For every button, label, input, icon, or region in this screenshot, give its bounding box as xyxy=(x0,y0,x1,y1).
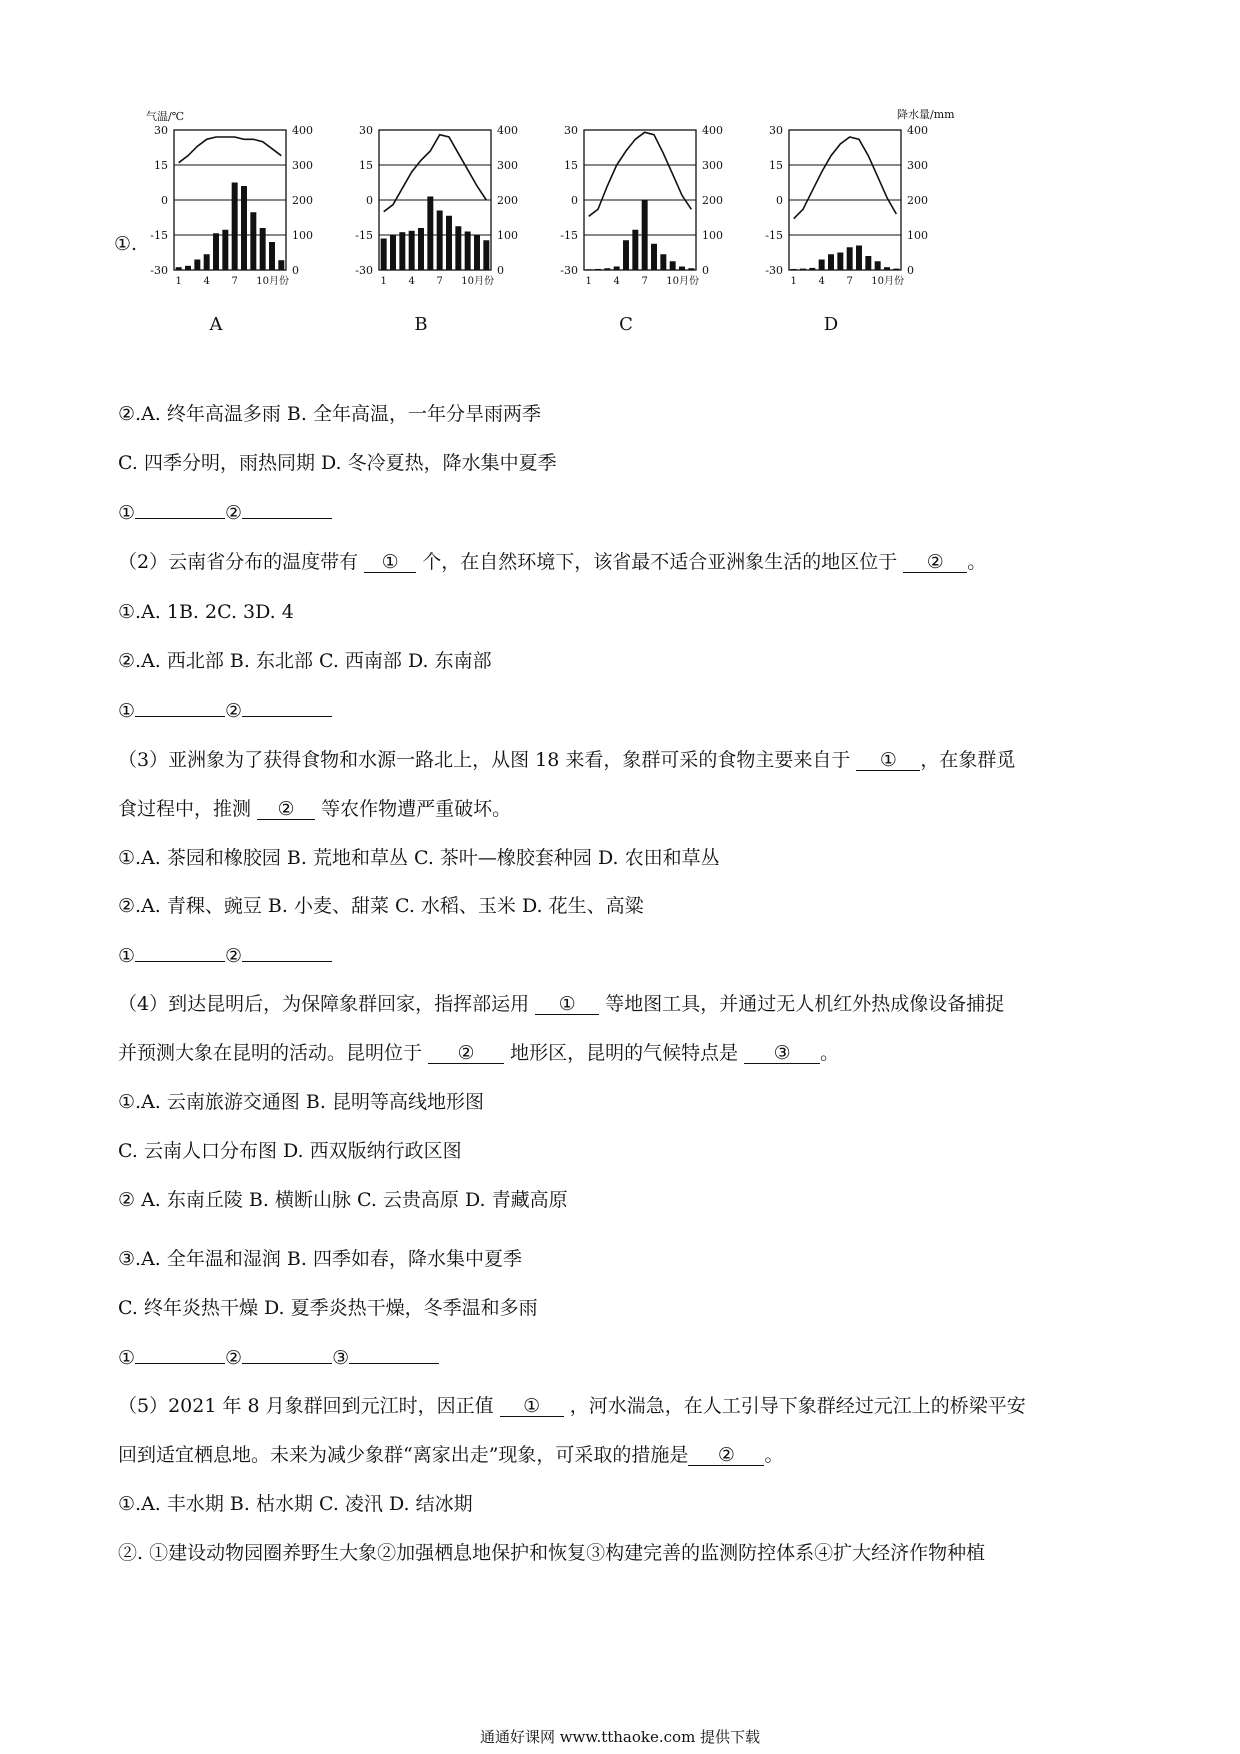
month-tick-label: 1 xyxy=(175,276,182,287)
q5-option-2: ②. ①建设动物园圈养野生大象②加强栖息地保护和恢复③构建完善的监测防控体系④扩大经济作物种植 xyxy=(118,1542,986,1564)
precip-tick-label: 200 xyxy=(702,194,723,207)
precip-tick-label: 200 xyxy=(497,194,518,207)
q4-blank-1[interactable]: ① xyxy=(535,994,599,1015)
precip-tick-label: 200 xyxy=(907,194,928,207)
precip-tick-label: 100 xyxy=(497,229,518,242)
precip-bar xyxy=(474,235,480,270)
precip-bar xyxy=(660,254,666,270)
q3-stem-line-2 xyxy=(118,797,511,821)
precip-bar xyxy=(837,253,843,271)
temp-axis-title: 气温/℃ xyxy=(146,110,185,123)
precip-tick-label: 400 xyxy=(497,124,518,137)
temp-tick-label: -30 xyxy=(765,264,783,277)
precip-bar xyxy=(269,242,275,270)
precip-bar xyxy=(222,230,228,270)
q4-text: 。 xyxy=(820,1042,840,1064)
q5-option-1: ①.A. 丰水期 B. 枯水期 C. 凌汛 D. 结冰期 xyxy=(118,1493,473,1515)
month-tick-label: 4 xyxy=(203,276,210,287)
temp-tick-label: 30 xyxy=(769,124,783,137)
q4-option-5: C. 终年炎热干燥 D. 夏季炎热干燥，冬季温和多雨 xyxy=(118,1297,538,1319)
answer-marker: ② xyxy=(225,945,243,967)
month-tick-label: 10月份 xyxy=(461,276,495,287)
answer-blank-1[interactable] xyxy=(135,943,225,962)
precip-tick-label: 300 xyxy=(907,159,928,172)
precip-bar xyxy=(651,244,657,270)
precip-bar xyxy=(483,240,489,270)
precip-bar xyxy=(213,233,219,270)
answer-blank-2[interactable] xyxy=(242,943,332,962)
q2-option-1: ①.A. 1B. 2C. 3D. 4 xyxy=(118,601,294,623)
temp-tick-label: 30 xyxy=(154,124,168,137)
q2-answer-row xyxy=(118,698,332,723)
precip-bar xyxy=(679,267,685,271)
month-tick-label: 4 xyxy=(408,276,415,287)
q3-text: （3）亚洲象为了获得食物和水源一路北上，从图 18 来看，象群可采的食物主要来自于 xyxy=(118,749,851,771)
precip-bar xyxy=(623,240,629,270)
answer-blank-2[interactable] xyxy=(242,1345,332,1364)
precip-tick-label: 100 xyxy=(702,229,723,242)
month-tick-label: 10月份 xyxy=(256,276,290,287)
q5-text: 。 xyxy=(764,1444,784,1466)
temp-tick-label: -15 xyxy=(150,229,168,242)
q2-text: （2）云南省分布的温度带有 xyxy=(118,551,359,573)
answer-marker: ① xyxy=(118,945,136,967)
q4-blank-3[interactable]: ③ xyxy=(744,1043,820,1064)
q5-text: 回到适宜栖息地。未来为减少象群“离家出走”现象，可采取的措施是 xyxy=(118,1444,689,1466)
precip-bar xyxy=(688,268,694,270)
precip-bar xyxy=(828,254,834,270)
temp-tick-label: -15 xyxy=(355,229,373,242)
q4-text: 地形区，昆明的气候特点是 xyxy=(510,1042,739,1064)
precip-bar xyxy=(809,268,815,270)
temp-tick-label: 0 xyxy=(571,194,578,207)
temp-line xyxy=(179,137,282,163)
answer-blank-3[interactable] xyxy=(349,1345,439,1364)
answer-blank-1[interactable] xyxy=(135,698,225,717)
answer-blank-1[interactable] xyxy=(135,500,225,519)
month-tick-label: 7 xyxy=(846,276,853,287)
q4-blank-2[interactable]: ② xyxy=(428,1043,504,1064)
precip-bar xyxy=(604,268,610,270)
month-tick-label: 1 xyxy=(585,276,592,287)
precip-bar xyxy=(194,260,200,271)
precip-bar xyxy=(847,247,853,270)
precip-bar xyxy=(437,211,443,271)
precip-bar xyxy=(427,197,433,271)
precip-tick-label: 0 xyxy=(497,264,504,277)
q2-text: 。 xyxy=(967,551,987,573)
q4-stem-line-2 xyxy=(118,1041,839,1065)
q4-stem-line-1 xyxy=(118,992,1004,1016)
q4-option-2: C. 云南人口分布图 D. 西双版纳行政区图 xyxy=(118,1140,462,1162)
q2-blank-1[interactable]: ① xyxy=(364,552,416,573)
precip-bar xyxy=(595,269,601,270)
q5-blank-2[interactable]: ② xyxy=(688,1445,764,1466)
climate-charts xyxy=(110,104,970,384)
precip-tick-label: 200 xyxy=(292,194,313,207)
precip-bar xyxy=(586,269,592,270)
q3-option-2: ②.A. 青稞、豌豆 B. 小麦、甜菜 C. 水稻、玉米 D. 花生、高粱 xyxy=(118,895,644,917)
answer-marker: ① xyxy=(118,1347,136,1369)
precip-bar xyxy=(278,260,284,270)
precip-bar xyxy=(204,254,210,270)
q5-text: （5）2021 年 8 月象群回到元江时，因正值 xyxy=(118,1395,494,1417)
answer-marker: ② xyxy=(225,700,243,722)
q3-blank-2[interactable]: ② xyxy=(257,799,315,820)
q1-marker: ①. xyxy=(114,233,138,255)
month-tick-label: 4 xyxy=(818,276,825,287)
precip-bar xyxy=(893,269,899,270)
temp-tick-label: 15 xyxy=(359,159,373,172)
precip-bar xyxy=(232,183,238,271)
precip-bar xyxy=(819,260,825,271)
temp-tick-label: 0 xyxy=(161,194,168,207)
q3-text: ，在象群觅 xyxy=(920,749,1016,771)
q1-option-line-1: ②.A. 终年高温多雨 B. 全年高温，一年分旱雨两季 xyxy=(118,403,541,425)
precip-bar xyxy=(250,212,256,270)
month-tick-label: 1 xyxy=(380,276,387,287)
month-tick-label: 7 xyxy=(641,276,648,287)
answer-blank-2[interactable] xyxy=(242,500,332,519)
q3-blank-1[interactable]: ① xyxy=(856,750,920,771)
temp-line xyxy=(794,137,897,219)
q5-text: ，河水湍急，在人工引导下象群经过元江上的桥梁平安 xyxy=(569,1395,1026,1417)
precip-bar xyxy=(185,266,191,270)
precip-tick-label: 0 xyxy=(292,264,299,277)
answer-marker: ① xyxy=(118,502,136,524)
temp-tick-label: 0 xyxy=(366,194,373,207)
answer-marker: ② xyxy=(225,1347,243,1369)
q2-option-2: ②.A. 西北部 B. 东北部 C. 西南部 D. 东南部 xyxy=(118,650,492,672)
temp-tick-label: 0 xyxy=(776,194,783,207)
answer-blank-1[interactable] xyxy=(135,1345,225,1364)
temp-tick-label: -15 xyxy=(560,229,578,242)
chart-label: D xyxy=(823,314,839,335)
temp-tick-label: 15 xyxy=(564,159,578,172)
q3-text: 食过程中，推测 xyxy=(118,798,252,820)
precip-bar xyxy=(381,239,387,271)
precip-tick-label: 300 xyxy=(497,159,518,172)
q2-text: 个，在自然环境下，该省最不适合亚洲象生活的地区位于 xyxy=(422,551,898,573)
month-tick-label: 7 xyxy=(231,276,238,287)
answer-marker: ③ xyxy=(332,1347,350,1369)
q5-blank-1[interactable]: ① xyxy=(500,1396,564,1417)
q5-stem-line-2 xyxy=(118,1443,783,1467)
month-tick-label: 10月份 xyxy=(871,276,905,287)
q3-answer-row xyxy=(118,943,332,968)
temp-tick-label: 30 xyxy=(359,124,373,137)
precip-bar xyxy=(455,226,461,270)
month-tick-label: 4 xyxy=(613,276,620,287)
q5-stem-line-1 xyxy=(118,1394,1026,1418)
q4-option-1: ①.A. 云南旅游交通图 B. 昆明等高线地形图 xyxy=(118,1091,484,1113)
precip-bar xyxy=(884,267,890,270)
precip-bar xyxy=(614,267,620,271)
q1-answer-row xyxy=(118,500,332,525)
q2-blank-2[interactable]: ② xyxy=(903,552,967,573)
q4-text: 并预测大象在昆明的活动。昆明位于 xyxy=(118,1042,423,1064)
temp-tick-label: -15 xyxy=(765,229,783,242)
temp-tick-label: 15 xyxy=(154,159,168,172)
q2-stem xyxy=(118,550,986,574)
answer-marker: ② xyxy=(225,502,243,524)
month-tick-label: 7 xyxy=(436,276,443,287)
precip-bar xyxy=(418,228,424,270)
q4-text: （4）到达昆明后，为保障象群回家，指挥部运用 xyxy=(118,993,530,1015)
precip-tick-label: 300 xyxy=(702,159,723,172)
temp-tick-label: -30 xyxy=(355,264,373,277)
q3-stem-line-1 xyxy=(118,748,1015,772)
precip-bar xyxy=(670,261,676,270)
q4-text: 等地图工具，并通过无人机红外热成像设备捕捉 xyxy=(605,993,1005,1015)
q3-text: 等农作物遭严重破坏。 xyxy=(321,798,512,820)
q4-answer-row xyxy=(118,1345,439,1370)
precip-tick-label: 100 xyxy=(907,229,928,242)
precip-bar xyxy=(800,269,806,270)
temp-tick-label: -30 xyxy=(560,264,578,277)
answer-blank-2[interactable] xyxy=(242,698,332,717)
q1-option-line-2: C. 四季分明，雨热同期 D. 冬冷夏热，降水集中夏季 xyxy=(118,452,557,474)
precip-tick-label: 100 xyxy=(292,229,313,242)
temp-tick-label: 15 xyxy=(769,159,783,172)
precip-bar xyxy=(875,261,881,270)
precip-tick-label: 400 xyxy=(907,124,928,137)
answer-marker: ① xyxy=(118,700,136,722)
q4-option-3: ② A. 东南丘陵 B. 横断山脉 C. 云贵高原 D. 青藏高原 xyxy=(118,1189,568,1211)
precip-bar xyxy=(260,228,266,270)
precip-bar xyxy=(409,231,415,270)
precip-bar xyxy=(390,235,396,270)
precip-tick-label: 300 xyxy=(292,159,313,172)
temp-tick-label: -30 xyxy=(150,264,168,277)
chart-label: A xyxy=(209,314,223,335)
precip-tick-label: 0 xyxy=(907,264,914,277)
precip-bar xyxy=(176,267,182,270)
precip-bar xyxy=(856,246,862,271)
precip-tick-label: 0 xyxy=(702,264,709,277)
q3-option-1: ①.A. 茶园和橡胶园 B. 荒地和草丛 C. 茶叶—橡胶套种园 D. 农田和草丛 xyxy=(118,847,720,869)
precip-tick-label: 400 xyxy=(702,124,723,137)
month-tick-label: 1 xyxy=(790,276,797,287)
precip-bar xyxy=(465,232,471,271)
precip-bar xyxy=(399,232,405,270)
page-footer: 通通好课网 www.tthaoke.com 提供下载 xyxy=(479,1728,761,1746)
temp-tick-label: 30 xyxy=(564,124,578,137)
chart-label: C xyxy=(619,314,633,335)
precip-bar xyxy=(632,230,638,270)
precip-bar xyxy=(791,269,797,270)
chart-label: B xyxy=(414,314,428,335)
precip-bar xyxy=(241,186,247,270)
precip-bar xyxy=(865,256,871,270)
temp-line xyxy=(589,132,692,216)
precip-tick-label: 400 xyxy=(292,124,313,137)
month-tick-label: 10月份 xyxy=(666,276,700,287)
q4-option-4: ③.A. 全年温和湿润 B. 四季如春，降水集中夏季 xyxy=(118,1248,522,1270)
precip-bar xyxy=(642,200,648,270)
precip-bar xyxy=(446,216,452,270)
precip-axis-title: 降水量/mm xyxy=(897,108,955,121)
